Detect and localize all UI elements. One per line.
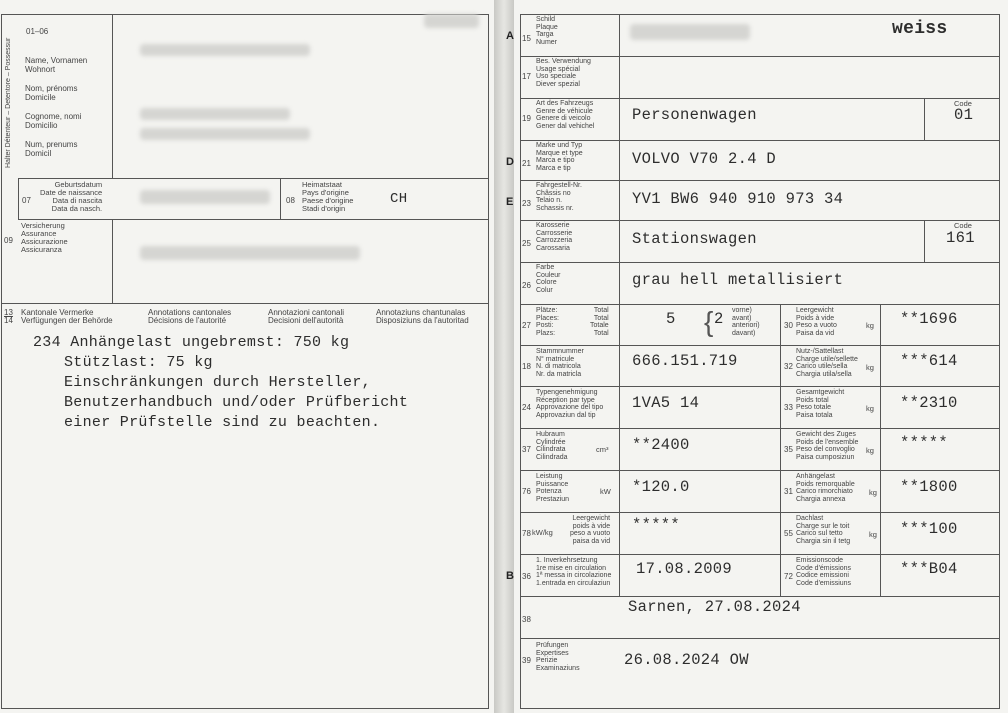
code-label-19: Code: [954, 99, 972, 108]
code-box-25: [924, 220, 925, 262]
seats-total-value: 5: [666, 310, 676, 328]
field-19-label: Art des Fahrzeugs Genre de véhicule Genere di veicolo Gener dal vehichel: [536, 100, 595, 130]
field-39-number: 39: [522, 656, 531, 665]
field-76-unit: kW: [600, 487, 611, 496]
row-sep: [520, 262, 1000, 263]
row-sep: [520, 638, 1000, 639]
field-72-label: Emissionscode Code d'émissions Codice emissioni Code d'emissiuns: [796, 557, 852, 587]
remarks-header-de: Kantonale Vermerke Verfügungen der Behörde: [21, 308, 113, 325]
marker-a: A: [506, 30, 514, 42]
inspection-value: 26.08.2024 OW: [624, 651, 749, 669]
field-55-label: Dachlast Charge sur le toit Carico sul tetto Chargia sin il tetg: [796, 515, 851, 545]
insurance-divider: [112, 220, 113, 304]
field-30-label: Leergewicht Poids à vide Peso a vuoto Paisa da vid: [796, 307, 837, 337]
field-23-label: Fahrgestell-Nr. Châssis no Telaio n. Schassis nr.: [536, 182, 582, 212]
insurance-number: 09: [4, 236, 13, 245]
redacted-corner: [424, 14, 479, 28]
emission-code-value: ***B04: [900, 560, 958, 578]
field-17-label: Bes. Verwendung Usage spécial Uso speciale Diever spezial: [536, 58, 591, 88]
row-sep: [520, 345, 1000, 346]
field-33-unit: kg: [866, 404, 874, 413]
insurance-row: [1, 220, 489, 304]
field-17-number: 17: [522, 72, 531, 81]
field-21-number: 21: [522, 159, 531, 168]
trailer-load-value: **1800: [900, 478, 958, 496]
body-value: Stationswagen: [632, 230, 757, 248]
gross-weight-value: **2310: [900, 394, 958, 412]
place-date-value: Sarnen, 27.08.2024: [628, 598, 801, 616]
remarks-line-2: Stützlast: 75 kg: [64, 354, 213, 371]
page-gutter: [494, 0, 514, 713]
redacted-dob: [140, 190, 270, 204]
make-type-value: VOLVO V70 2.4 D: [632, 150, 777, 168]
redacted-name: [140, 44, 310, 56]
row-sep: [520, 596, 1000, 597]
field-18-label: Stammnummer N° matricule N. di matricola Nr. da matricla: [536, 348, 584, 378]
field-25-label: Karosserie Carrosserie Carrozzeria Carossaria: [536, 222, 573, 252]
row-sep: [520, 470, 1000, 471]
home-country-number: 08: [286, 196, 295, 205]
row-sep: [520, 304, 1000, 305]
seats-front-label: vorne) avant) anteriori) davant): [732, 307, 760, 337]
field-32-unit: kg: [866, 363, 874, 372]
remarks-line-4: Benutzerhandbuch und/oder Prüfbericht: [64, 394, 409, 411]
field-33-label: Gesamtgewicht Poids total Peso totale Paisa totala: [796, 389, 845, 419]
field-27-total-label: Total Total Totale Total: [590, 307, 609, 337]
dob-label: Geburtsdatum Date de naissance Data di nascita Data da nasch.: [40, 180, 103, 213]
row-sep: [520, 98, 1000, 99]
seats-front-value: 2: [714, 310, 724, 328]
marker-b: B: [506, 570, 514, 582]
dob-divider: [280, 178, 281, 220]
chassis-number-value: YV1 BW6 940 910 973 34: [632, 190, 844, 208]
power-value: *120.0: [632, 478, 690, 496]
field-35-label: Gewicht des Zuges Poids de l'ensemble Peso del convoglio Paisa cumposiziun: [796, 431, 859, 461]
field-37-label: Hubraum Cylindrée Cilindrata Cilindrada: [536, 431, 568, 461]
field-18-number: 18: [522, 362, 531, 371]
field-32-label: Nutz-/Sattellast Charge utile/sellette Carico utile/sella Chargia utila/sella: [796, 348, 858, 378]
name-label-rm: Num, prenums Domicil: [25, 140, 78, 158]
name-label-it: Cognome, nomi Domicilio: [25, 112, 82, 130]
field-76-label: Leistung Puissance Potenza Prestaziun: [536, 473, 570, 503]
field-24-number: 24: [522, 403, 531, 412]
field-78-number: 78: [522, 529, 531, 538]
kg-divider: [880, 304, 881, 596]
remarks-line-5: einer Prüfstelle sind zu beachten.: [64, 414, 381, 431]
row-sep: [520, 56, 1000, 57]
row-sep: [520, 554, 1000, 555]
code-box-19: [924, 98, 925, 140]
row-sep: [520, 428, 1000, 429]
field-21-label: Marke und Typ Marque et type Marca e tipo Marca e tip: [536, 142, 583, 172]
train-weight-value: *****: [900, 434, 949, 452]
power-weight-value: *****: [632, 516, 681, 534]
remarks-number-13: 13: [4, 308, 13, 317]
vehicle-type-value: Personenwagen: [632, 106, 757, 124]
redacted-plate: [630, 24, 750, 40]
holder-vertical-label: Halter Détenteur – Detentore – Possessur: [5, 37, 12, 168]
remarks-line-3: Einschränkungen durch Hersteller,: [64, 374, 371, 391]
row-sep: [520, 180, 1000, 181]
field-30-number: 30: [784, 321, 793, 330]
field-26-label: Farbe Couleur Colore Colur: [536, 264, 561, 294]
field-76-number: 76: [522, 487, 531, 496]
row-sep: [520, 220, 1000, 221]
field-78-unit: kW/kg: [532, 528, 553, 537]
first-registration-value: 17.08.2009: [636, 560, 733, 578]
field-25-number: 25: [522, 239, 531, 248]
empty-weight-value: **1696: [900, 310, 958, 328]
field-55-unit: kg: [869, 530, 877, 539]
field-35-number: 35: [784, 445, 793, 454]
redacted-address-2: [140, 128, 310, 140]
row-sep: [520, 140, 1000, 141]
field-30-unit: kg: [866, 321, 874, 330]
field-31-number: 31: [784, 487, 793, 496]
right-page: [506, 0, 1008, 713]
redacted-address-1: [140, 108, 290, 120]
remarks-header-rm: Annotaziuns chantunalas Disposiziuns da l'autoritad: [376, 308, 469, 325]
field-27-label: Plätze: Places: Posti: Plazs:: [536, 307, 559, 337]
field-31-label: Anhängelast Poids remorquable Carico rimorchiato Chargia annexa: [796, 473, 855, 503]
field-24-label: Typengenehmigung Réception par type Approvazione del tipo Approvaziun dal tip: [536, 389, 604, 419]
field-72-number: 72: [784, 572, 793, 581]
color-value: grau hell metallisiert: [632, 271, 844, 289]
marker-d: D: [506, 156, 514, 168]
field-39-label: Prüfungen Expertises Perizie Examinaziuns: [536, 642, 580, 672]
field-01-06: 01–06: [26, 27, 49, 36]
displacement-value: **2400: [632, 436, 690, 454]
code-label-25: Code: [954, 221, 972, 230]
field-32-number: 32: [784, 362, 793, 371]
name-label-de: Name, Vornamen Wohnort: [25, 56, 88, 74]
remarks-number-14: 14: [4, 316, 13, 325]
field-37-unit: cm³: [596, 445, 609, 454]
field-23-number: 23: [522, 199, 531, 208]
insurance-label: Versicherung Assurance Assicurazione Assicuranza: [21, 221, 68, 254]
field-35-unit: kg: [866, 446, 874, 455]
redacted-insurance: [140, 246, 360, 260]
field-38-number: 38: [522, 615, 531, 624]
left-page: [0, 0, 494, 713]
payload-value: ***614: [900, 352, 958, 370]
field-26-number: 26: [522, 281, 531, 290]
body-code: 161: [946, 229, 975, 247]
field-27-number: 27: [522, 321, 531, 330]
field-15-label: Schild Plaque Targa Numer: [536, 16, 558, 46]
field-36-label: 1. Inverkehrsetzung 1re mise en circulation 1ª messa in circolazione 1.entrada en circulaziun: [536, 557, 612, 587]
field-36-number: 36: [522, 572, 531, 581]
field-31-unit: kg: [869, 488, 877, 497]
marker-e: E: [506, 196, 514, 208]
field-19-number: 19: [522, 114, 531, 123]
field-78-label: Leergewicht poids à vide peso a vuoto paisa da vid: [570, 515, 611, 545]
vehicle-type-code: 01: [954, 106, 974, 124]
master-number-value: 666.151.719: [632, 352, 738, 370]
type-approval-value: 1VA5 14: [632, 394, 700, 412]
home-country-label: Heimatstaat Pays d'origine Paese d'origine Stadi d'origin: [302, 180, 354, 213]
remarks-header-fr: Annotations cantonales Décisions de l'autorité: [148, 308, 232, 325]
field-37-number: 37: [522, 445, 531, 454]
name-label-fr: Nom, prénoms Domicile: [25, 84, 78, 102]
roof-load-value: ***100: [900, 520, 958, 538]
field-15-number: 15: [522, 34, 531, 43]
mid-divider: [780, 304, 781, 596]
row-sep: [520, 386, 1000, 387]
seats-brace: {: [704, 306, 714, 337]
plate-color-value: weiss: [892, 19, 948, 39]
dob-number: 07: [22, 196, 31, 205]
field-55-number: 55: [784, 529, 793, 538]
field-33-number: 33: [784, 403, 793, 412]
home-country-value: CH: [390, 191, 408, 207]
remarks-header-it: Annotazioni cantonali Decisioni dell'autorità: [268, 308, 345, 325]
row-sep: [520, 512, 1000, 513]
remarks-line-1: 234 Anhängelast ungebremst: 750 kg: [33, 334, 350, 351]
